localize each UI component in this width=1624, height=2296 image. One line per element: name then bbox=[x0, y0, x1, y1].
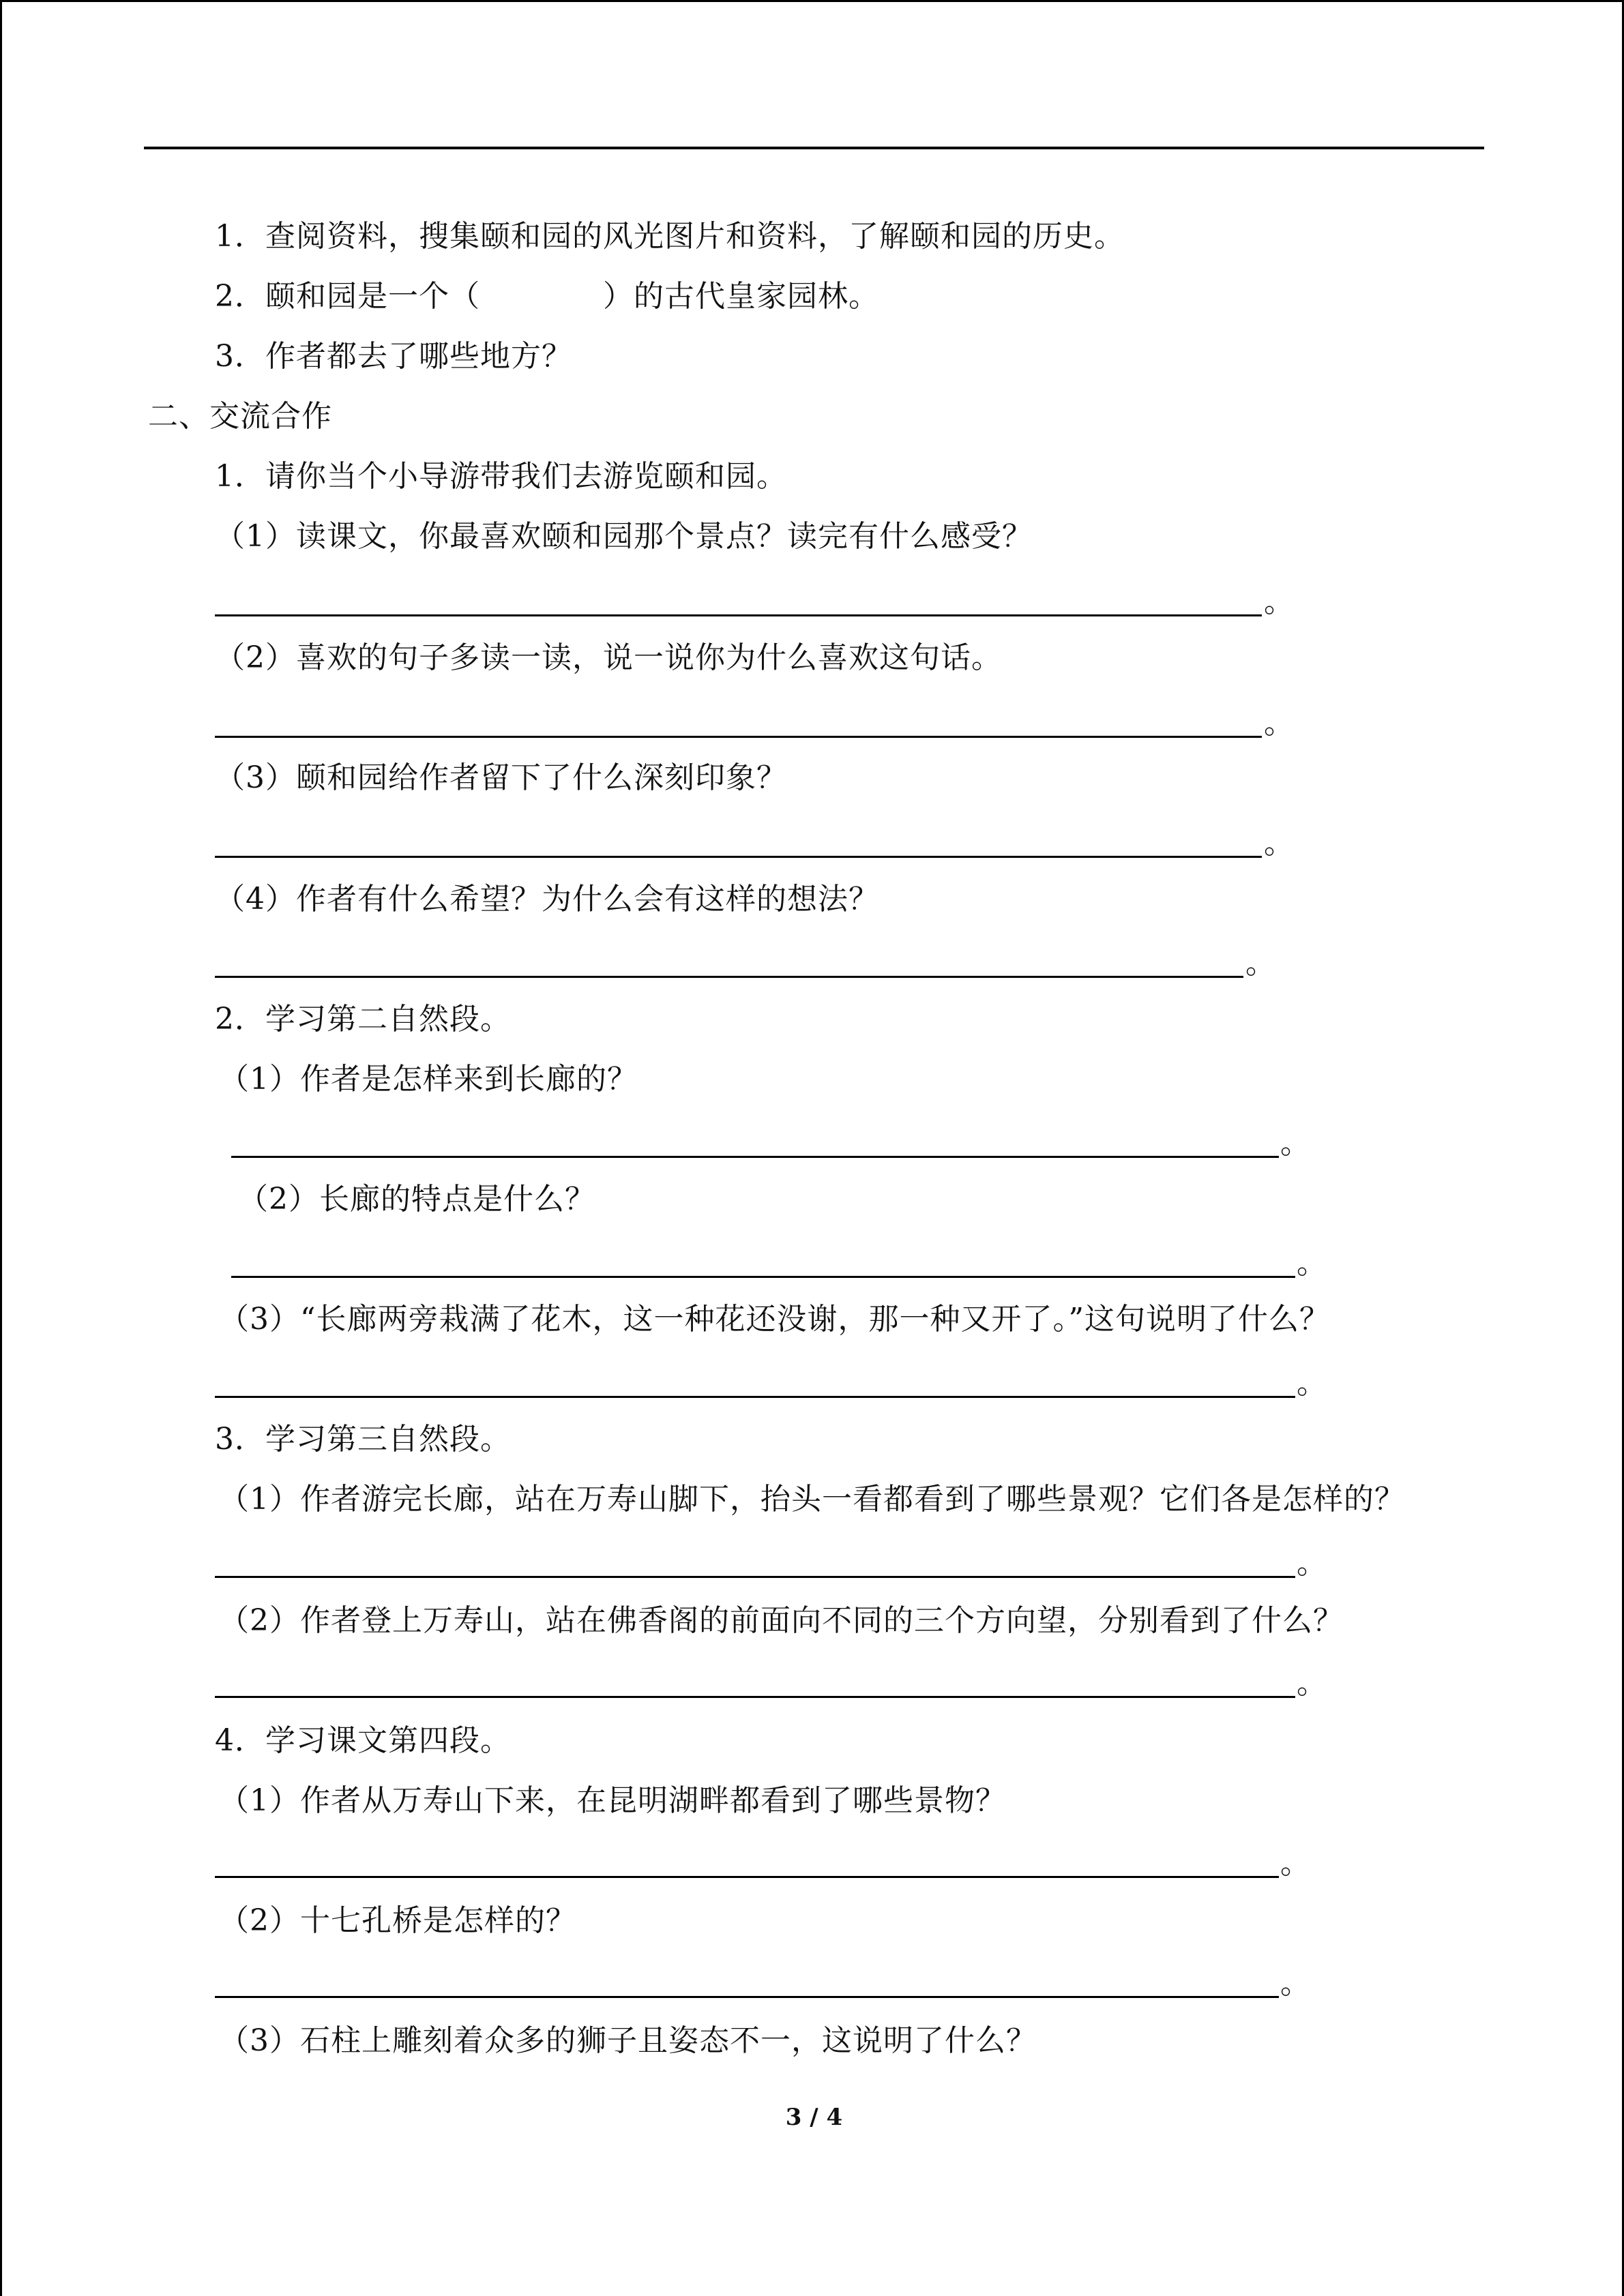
answer-line-3-2[interactable] bbox=[215, 1696, 1295, 1698]
section-heading-collaborate: 二、交流合作 bbox=[148, 399, 332, 434]
answer-line-1-1[interactable] bbox=[215, 614, 1262, 616]
answer-line-1-3[interactable] bbox=[215, 856, 1262, 858]
task-1-tour-guide: 1．请你当个小导游带我们去游览颐和园。 bbox=[215, 459, 787, 494]
question-2-2: （2）长廊的特点是什么？ bbox=[238, 1182, 595, 1217]
answer-line-1-2[interactable] bbox=[215, 736, 1262, 738]
question-4-1: （1）作者从万寿山下来，在昆明湖畔都看到了哪些景物？ bbox=[219, 1783, 1006, 1818]
answer-period: 。 bbox=[1264, 826, 1294, 861]
answer-line-4-1[interactable] bbox=[215, 1876, 1279, 1878]
question-4-3: （3）石柱上雕刻着众多的狮子且姿态不一，这说明了什么？ bbox=[219, 2023, 1037, 2058]
answer-period: 。 bbox=[1264, 706, 1294, 741]
task-2-paragraph-two: 2．学习第二自然段。 bbox=[215, 1002, 511, 1037]
question-2-1: （1）作者是怎样来到长廊的？ bbox=[219, 1062, 638, 1097]
question-4-2: （2）十七孔桥是怎样的？ bbox=[219, 1903, 576, 1938]
answer-line-1-4[interactable] bbox=[215, 976, 1243, 978]
question-1-4: （4）作者有什么希望？为什么会有这样的想法？ bbox=[215, 882, 879, 916]
question-1-1: （1）读课文，你最喜欢颐和园那个景点？读完有什么感受？ bbox=[215, 519, 1033, 554]
answer-period: 。 bbox=[1280, 1126, 1310, 1161]
answer-period: 。 bbox=[1297, 1666, 1327, 1701]
answer-line-3-1[interactable] bbox=[215, 1576, 1295, 1578]
answer-period: 。 bbox=[1297, 1366, 1327, 1401]
question-3-2: （2）作者登上万寿山，站在佛香阁的前面向不同的三个方向望，分别看到了什么？ bbox=[219, 1603, 1344, 1638]
answer-line-2-1[interactable] bbox=[231, 1156, 1279, 1158]
answer-line-4-2[interactable] bbox=[215, 1996, 1279, 1998]
answer-line-2-3[interactable] bbox=[215, 1396, 1295, 1398]
answer-line-2-2[interactable] bbox=[231, 1276, 1295, 1278]
question-1-2: （2）喜欢的句子多读一读，说一说你为什么喜欢这句话。 bbox=[215, 640, 1002, 675]
item-3-places: 3．作者都去了哪些地方？ bbox=[215, 339, 572, 374]
answer-period: 。 bbox=[1280, 1966, 1310, 2001]
item-2-fill-blank: 2．颐和园是一个（ ）的古代皇家园林。 bbox=[215, 279, 879, 314]
answer-period: 。 bbox=[1297, 1546, 1327, 1581]
question-3-1: （1）作者游完长廊，站在万寿山脚下，抬头一看都看到了哪些景观？它们各是怎样的？ bbox=[219, 1482, 1405, 1517]
question-2-3: （3）“长廊两旁栽满了花木，这一种花还没谢，那一种又开了。”这句说明了什么？ bbox=[219, 1302, 1330, 1337]
task-3-paragraph-three: 3．学习第三自然段。 bbox=[215, 1422, 511, 1457]
task-4-paragraph-four: 4．学习课文第四段。 bbox=[215, 1723, 511, 1758]
item-1-research: 1．查阅资料，搜集颐和园的风光图片和资料，了解颐和园的历史。 bbox=[215, 219, 1125, 254]
answer-period: 。 bbox=[1280, 1846, 1310, 1881]
question-1-3: （3）颐和园给作者留下了什么深刻印象？ bbox=[215, 760, 787, 795]
answer-period: 。 bbox=[1297, 1246, 1327, 1281]
page-number: 3 / 4 bbox=[785, 2104, 843, 2131]
header-rule bbox=[144, 147, 1484, 149]
answer-period: 。 bbox=[1264, 584, 1294, 619]
answer-period: 。 bbox=[1245, 946, 1275, 981]
